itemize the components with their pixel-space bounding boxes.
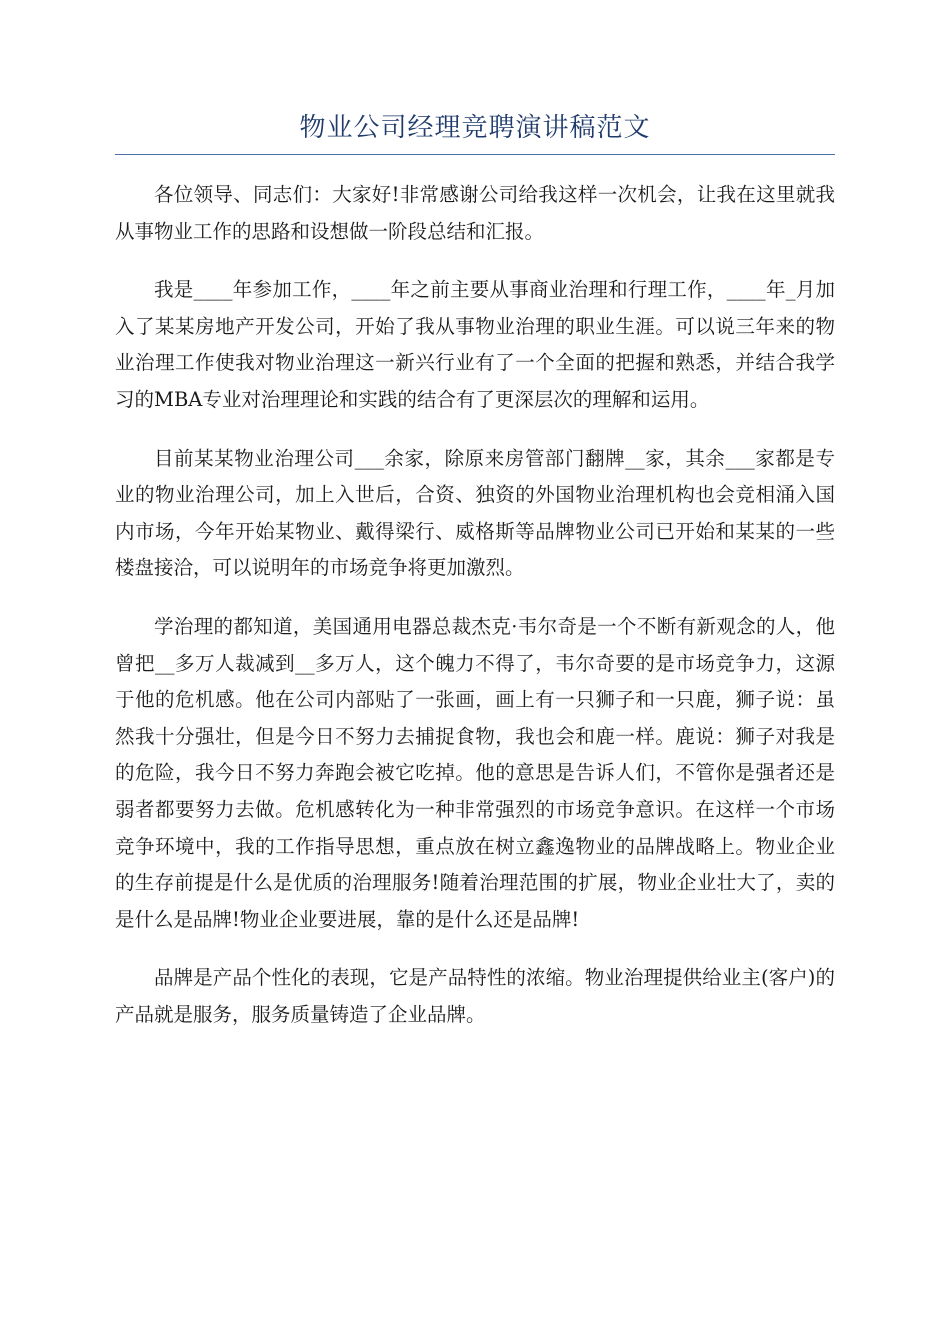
paragraph-market-status: 目前某某物业治理公司___余家，除原来房管部门翻牌__家，其余___家都是专业的物业治理公司，加上入世后，合资、独资的外国物业治理机构也会竞相涌入国内市场，今年开始某物业、戴得梁行、威格斯等品牌物业公司已开始和某某的一些楼盘接洽，可以说明年的市场竞争将更加激烈。 — [115, 446, 835, 580]
title-underline — [115, 154, 835, 155]
document-body — [115, 177, 835, 1055]
paragraph-welch-story: 学治理的都知道，美国通用电器总裁杰克·韦尔奇是一个不断有新观念的人，他曾把__多万人裁减到__多万人，这个魄力不得了，韦尔奇要的是市场竞争力，这源于他的危机感。他在公司内部贴了一张画，画上有一只狮子和一只鹿，狮子说：虽然我十分强壮，但是今日不努力去捕捉食物，我也会和鹿一样。鹿说：狮子对我是的危险，我今日不努力奔跑会被它吃掉。他的意思是告诉人们，不管你是强者还是弱者都要努力去做。危机感转化为一种非常强烈的市场竞争意识。在这样一个市场竞争环境中，我的工作指导思想，重点放在树立鑫逸物业的品牌战略上。物业企业的生存前提是什么是优质的治理服务!随着治理范围的扩展，物业企业壮大了，卖的是什么是品牌!物业企业要进展，靠的是什么还是品牌! — [115, 614, 835, 931]
paragraph-greeting: 各位领导、同志们：大家好!非常感谢公司给我这样一次机会，让我在这里就我从事物业工作的思路和设想做一阶段总结和汇报。 — [115, 183, 835, 243]
document-title: 物业公司经理竞聘演讲稿范文 — [299, 113, 651, 143]
paragraph-work-history: 我是____年参加工作，____年之前主要从事商业治理和行理工作，____年_月加入了某某房地产开发公司，开始了我从事物业治理的职业生涯。可以说三年来的物业治理工作使我对物业治理这一新兴行业有了一个全面的把握和熟悉，并结合我学习的MBA专业对治理理论和实践的结合有了更深层次的理解和运用。 — [115, 278, 835, 411]
paragraph-brand: 品牌是产品个性化的表现，它是产品特性的浓缩。物业治理提供给业主(客户)的产品就是服务，服务质量铸造了企业品牌。 — [115, 966, 835, 1026]
